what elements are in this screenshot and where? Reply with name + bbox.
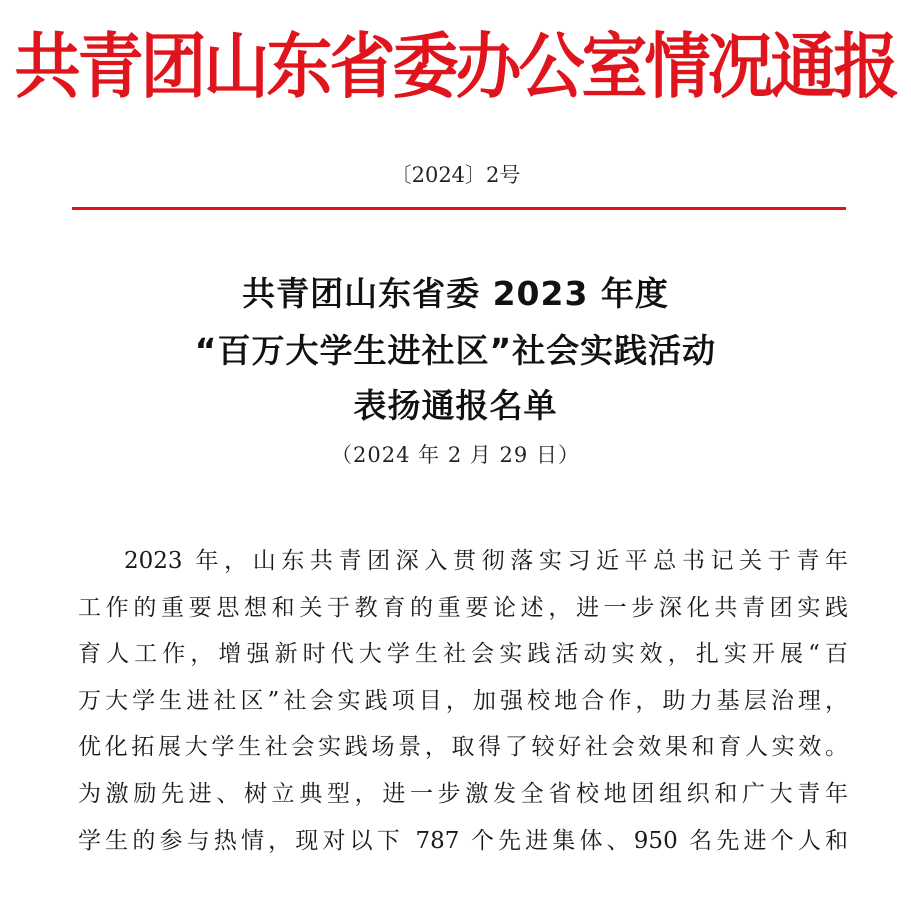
- notice-date: （2024 年 2 月 29 日）: [331, 443, 580, 467]
- body-paragraph: [78, 538, 848, 864]
- notice-title-line-1: 共青团山东省委 2023 年度: [242, 274, 669, 313]
- body-line: 育人工作，增强新时代大学生社会实践活动实效，扎实开展“百: [78, 641, 848, 668]
- body-line: 2023 年，山东共青团深入贯彻落实习近平总书记关于青年: [124, 548, 848, 574]
- masthead-title: 共青团山东省委办公室情况通报: [14, 24, 897, 109]
- body-line: 优化拓展大学生社会实践场景，取得了较好社会效果和育人实效。: [78, 734, 848, 761]
- red-divider: [72, 207, 846, 210]
- notice-title-line-3: 表扬通报名单: [353, 386, 558, 425]
- body-line: 学生的参与热情，现对以下 787 个先进集体、950 名先进个人和: [78, 827, 848, 854]
- notice-title-line-2: “百万大学生进社区”社会实践活动: [194, 331, 717, 370]
- body-line: 为激励先进、树立典型，进一步激发全省校地团组织和广大青年: [78, 780, 848, 807]
- body-line: 工作的重要思想和关于教育的重要论述，进一步深化共青团实践: [78, 594, 848, 621]
- body-line: 万大学生进社区”社会实践项目，加强校地合作，助力基层治理，: [78, 687, 848, 714]
- document-number: 〔2024〕2号: [390, 163, 521, 187]
